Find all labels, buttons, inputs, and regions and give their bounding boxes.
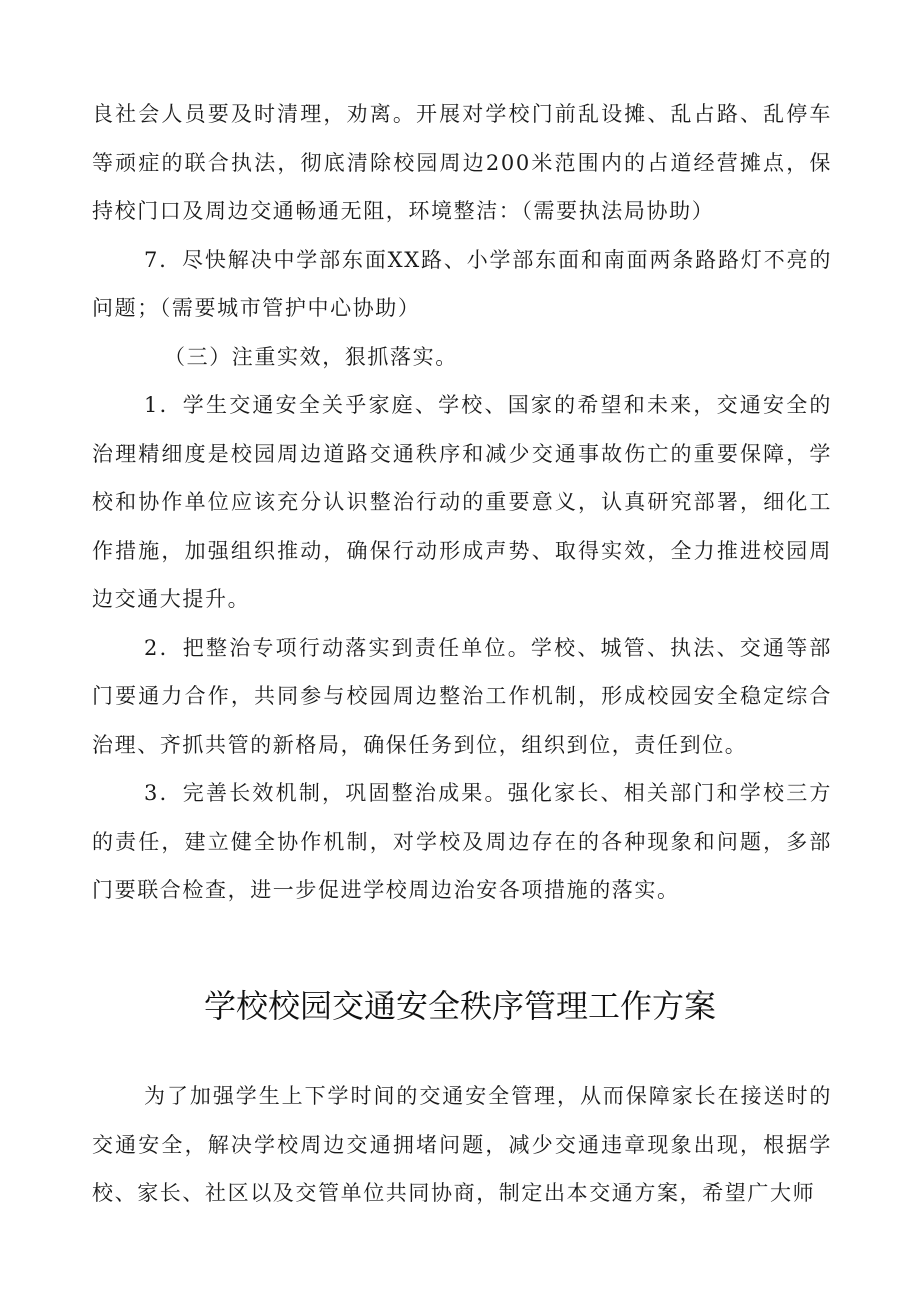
paragraph-continuation: 良社会人员要及时清理，劝离。开展对学校门前乱设摊、乱占路、乱停车等顽症的联合执法，彻底清除校园周边200米范围内的占道经营摊点，保持校门口及周边交通畅通无阻，环境整洁：（需要执法局协助） bbox=[92, 102, 832, 223]
document-title: 学校校园交通安全秩序管理工作方案 bbox=[203, 987, 716, 1025]
section-heading-3: （三）注重实效，狠抓落实。 bbox=[164, 344, 458, 369]
paragraph-intro: 为了加强学生上下学时间的交通安全管理，从而保障家长在接送时的交通安全，解决学校周边交通拥堵问题，减少交通违章现象出现，根据学校、家长、社区以及交管单位共同协商，制定出本交通方案，希望广大师 bbox=[92, 1084, 832, 1205]
paragraph-item-1: 1．学生交通安全关乎家庭、学校、国家的希望和未来，交通安全的治理精细度是校园周边道路交通秩序和减少交通事故伤亡的重要保障，学校和协作单位应该充分认识整治行动的重要意义，认真研究部署，细化工作措施，加强组织推动，确保行动形成声势、取得实效，全力推进校园周边交通大提升。 bbox=[92, 393, 832, 611]
paragraph-item-3: 3．完善长效机制，巩固整治成果。强化家长、相关部门和学校三方的责任，建立健全协作机制，对学校及周边存在的各种现象和问题，多部门要联合检查，进一步促进学校周边治安各项措施的落实。 bbox=[92, 781, 832, 902]
paragraph-item-2: 2．把整治专项行动落实到责任单位。学校、城管、执法、交通等部门要通力合作，共同参与校园周边整治工作机制，形成校园安全稳定综合治理、齐抓共管的新格局，确保任务到位，组织到位，责任到位。 bbox=[92, 635, 832, 757]
paragraph-item-7: 7．尽快解决中学部东面XX路、小学部东面和南面两条路路灯不亮的问题；（需要城市管护中心协助） bbox=[92, 247, 832, 320]
document-body-bottom bbox=[92, 1072, 832, 1218]
document-body-top bbox=[92, 90, 832, 915]
